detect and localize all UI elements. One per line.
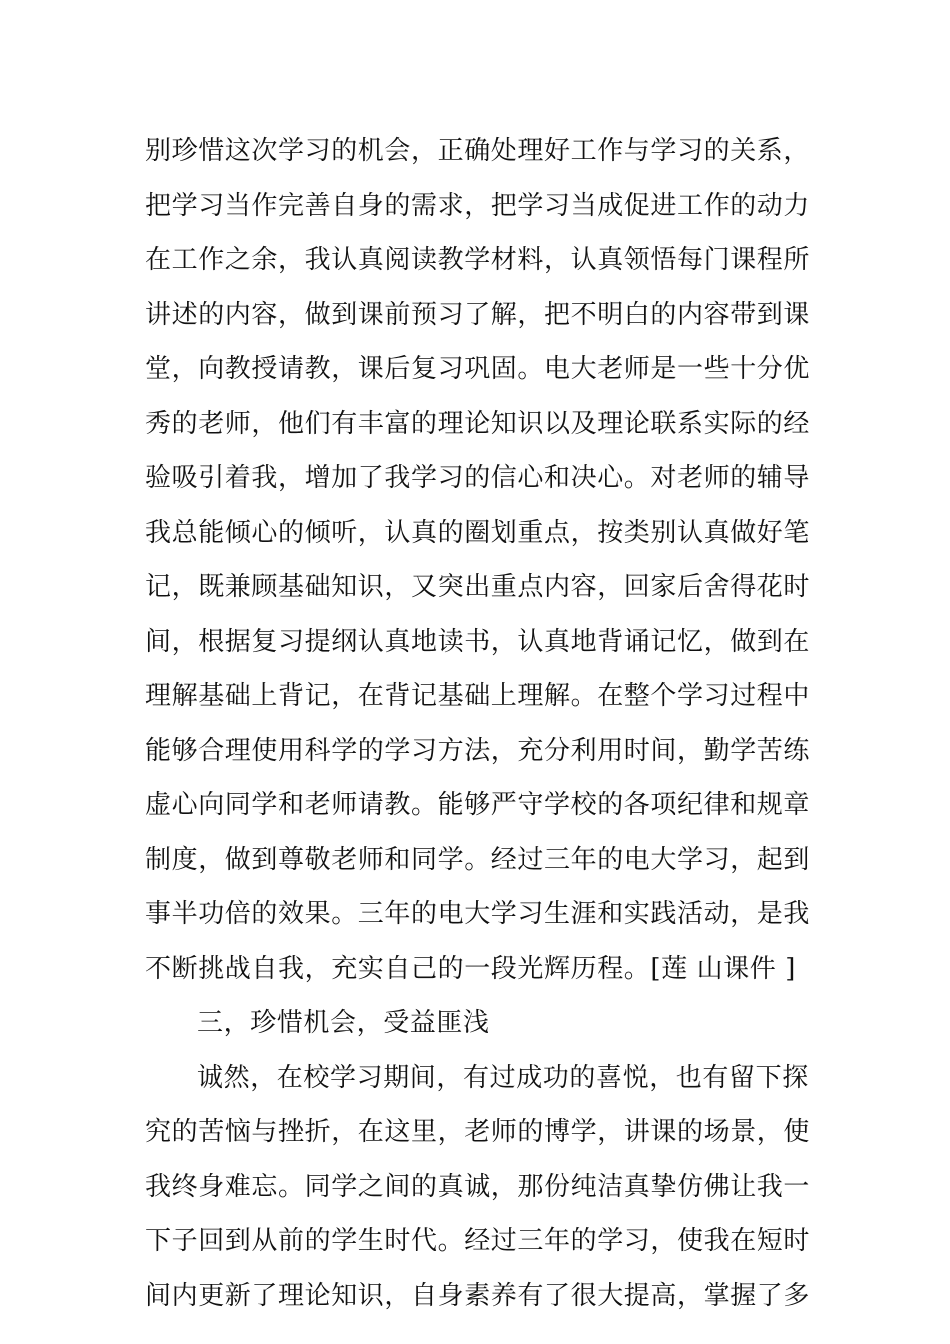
- text-line: 制度，做到尊敬老师和同学。经过三年的电大学习，起到: [145, 844, 811, 875]
- text-line: 讲述的内容，做到课前预习了解，把不明白的内容带到课: [145, 299, 811, 330]
- text-line: 间，根据复习提纲认真地读书，认真地背诵记忆，做到在: [145, 626, 811, 657]
- section-heading: 三，珍惜机会，受益匪浅: [197, 1008, 490, 1038]
- text-line: 能够合理使用科学的学习方法，充分利用时间，勤学苦练: [145, 735, 811, 766]
- text-line: 堂，向教授请教，课后复习巩固。电大老师是一些十分优: [145, 354, 811, 384]
- text-line: 间内更新了理论知识，自身素养有了很大提高，掌握了多: [145, 1280, 811, 1311]
- text-line: 究的苦恼与挫折，在这里，老师的博学，讲课的场景，使: [145, 1117, 811, 1147]
- text-line: 事半功倍的效果。三年的电大学习生涯和实践活动，是我: [145, 899, 811, 929]
- text-line: 理解基础上背记，在背记基础上理解。在整个学习过程中: [145, 681, 811, 711]
- text-line: 下子回到从前的学生时代。经过三年的学习，使我在短时: [145, 1226, 811, 1256]
- document-body: [145, 124, 810, 1323]
- text-line: 我总能倾心的倾听，认真的圈划重点，按类别认真做好笔: [145, 517, 811, 548]
- text-line: 我终身难忘。同学之间的真诚，那份纯洁真挚仿佛让我一: [145, 1171, 811, 1202]
- text-line: 把学习当作完善自身的需求，把学习当成促进工作的动力: [145, 190, 811, 221]
- text-line: 验吸引着我，增加了我学习的信心和决心。对老师的辅导: [145, 463, 811, 493]
- text-line: 诚然，在校学习期间，有过成功的喜悦，也有留下探: [197, 1062, 809, 1093]
- text-line: 虚心向同学和老师请教。能够严守学校的各项纪律和规章: [145, 790, 811, 820]
- text-line: 别珍惜这次学习的机会，正确处理好工作与学习的关系，: [145, 136, 811, 166]
- text-line: 记，既兼顾基础知识，又突出重点内容，回家后舍得花时: [145, 572, 811, 602]
- text-line: 不断挑战自我，充实自己的一段光辉历程。[莲 山课件 ]: [145, 953, 797, 984]
- text-line: 秀的老师，他们有丰富的理论知识以及理论联系实际的经: [145, 408, 811, 439]
- text-line: 在工作之余，我认真阅读教学材料，认真领悟每门课程所: [145, 245, 811, 275]
